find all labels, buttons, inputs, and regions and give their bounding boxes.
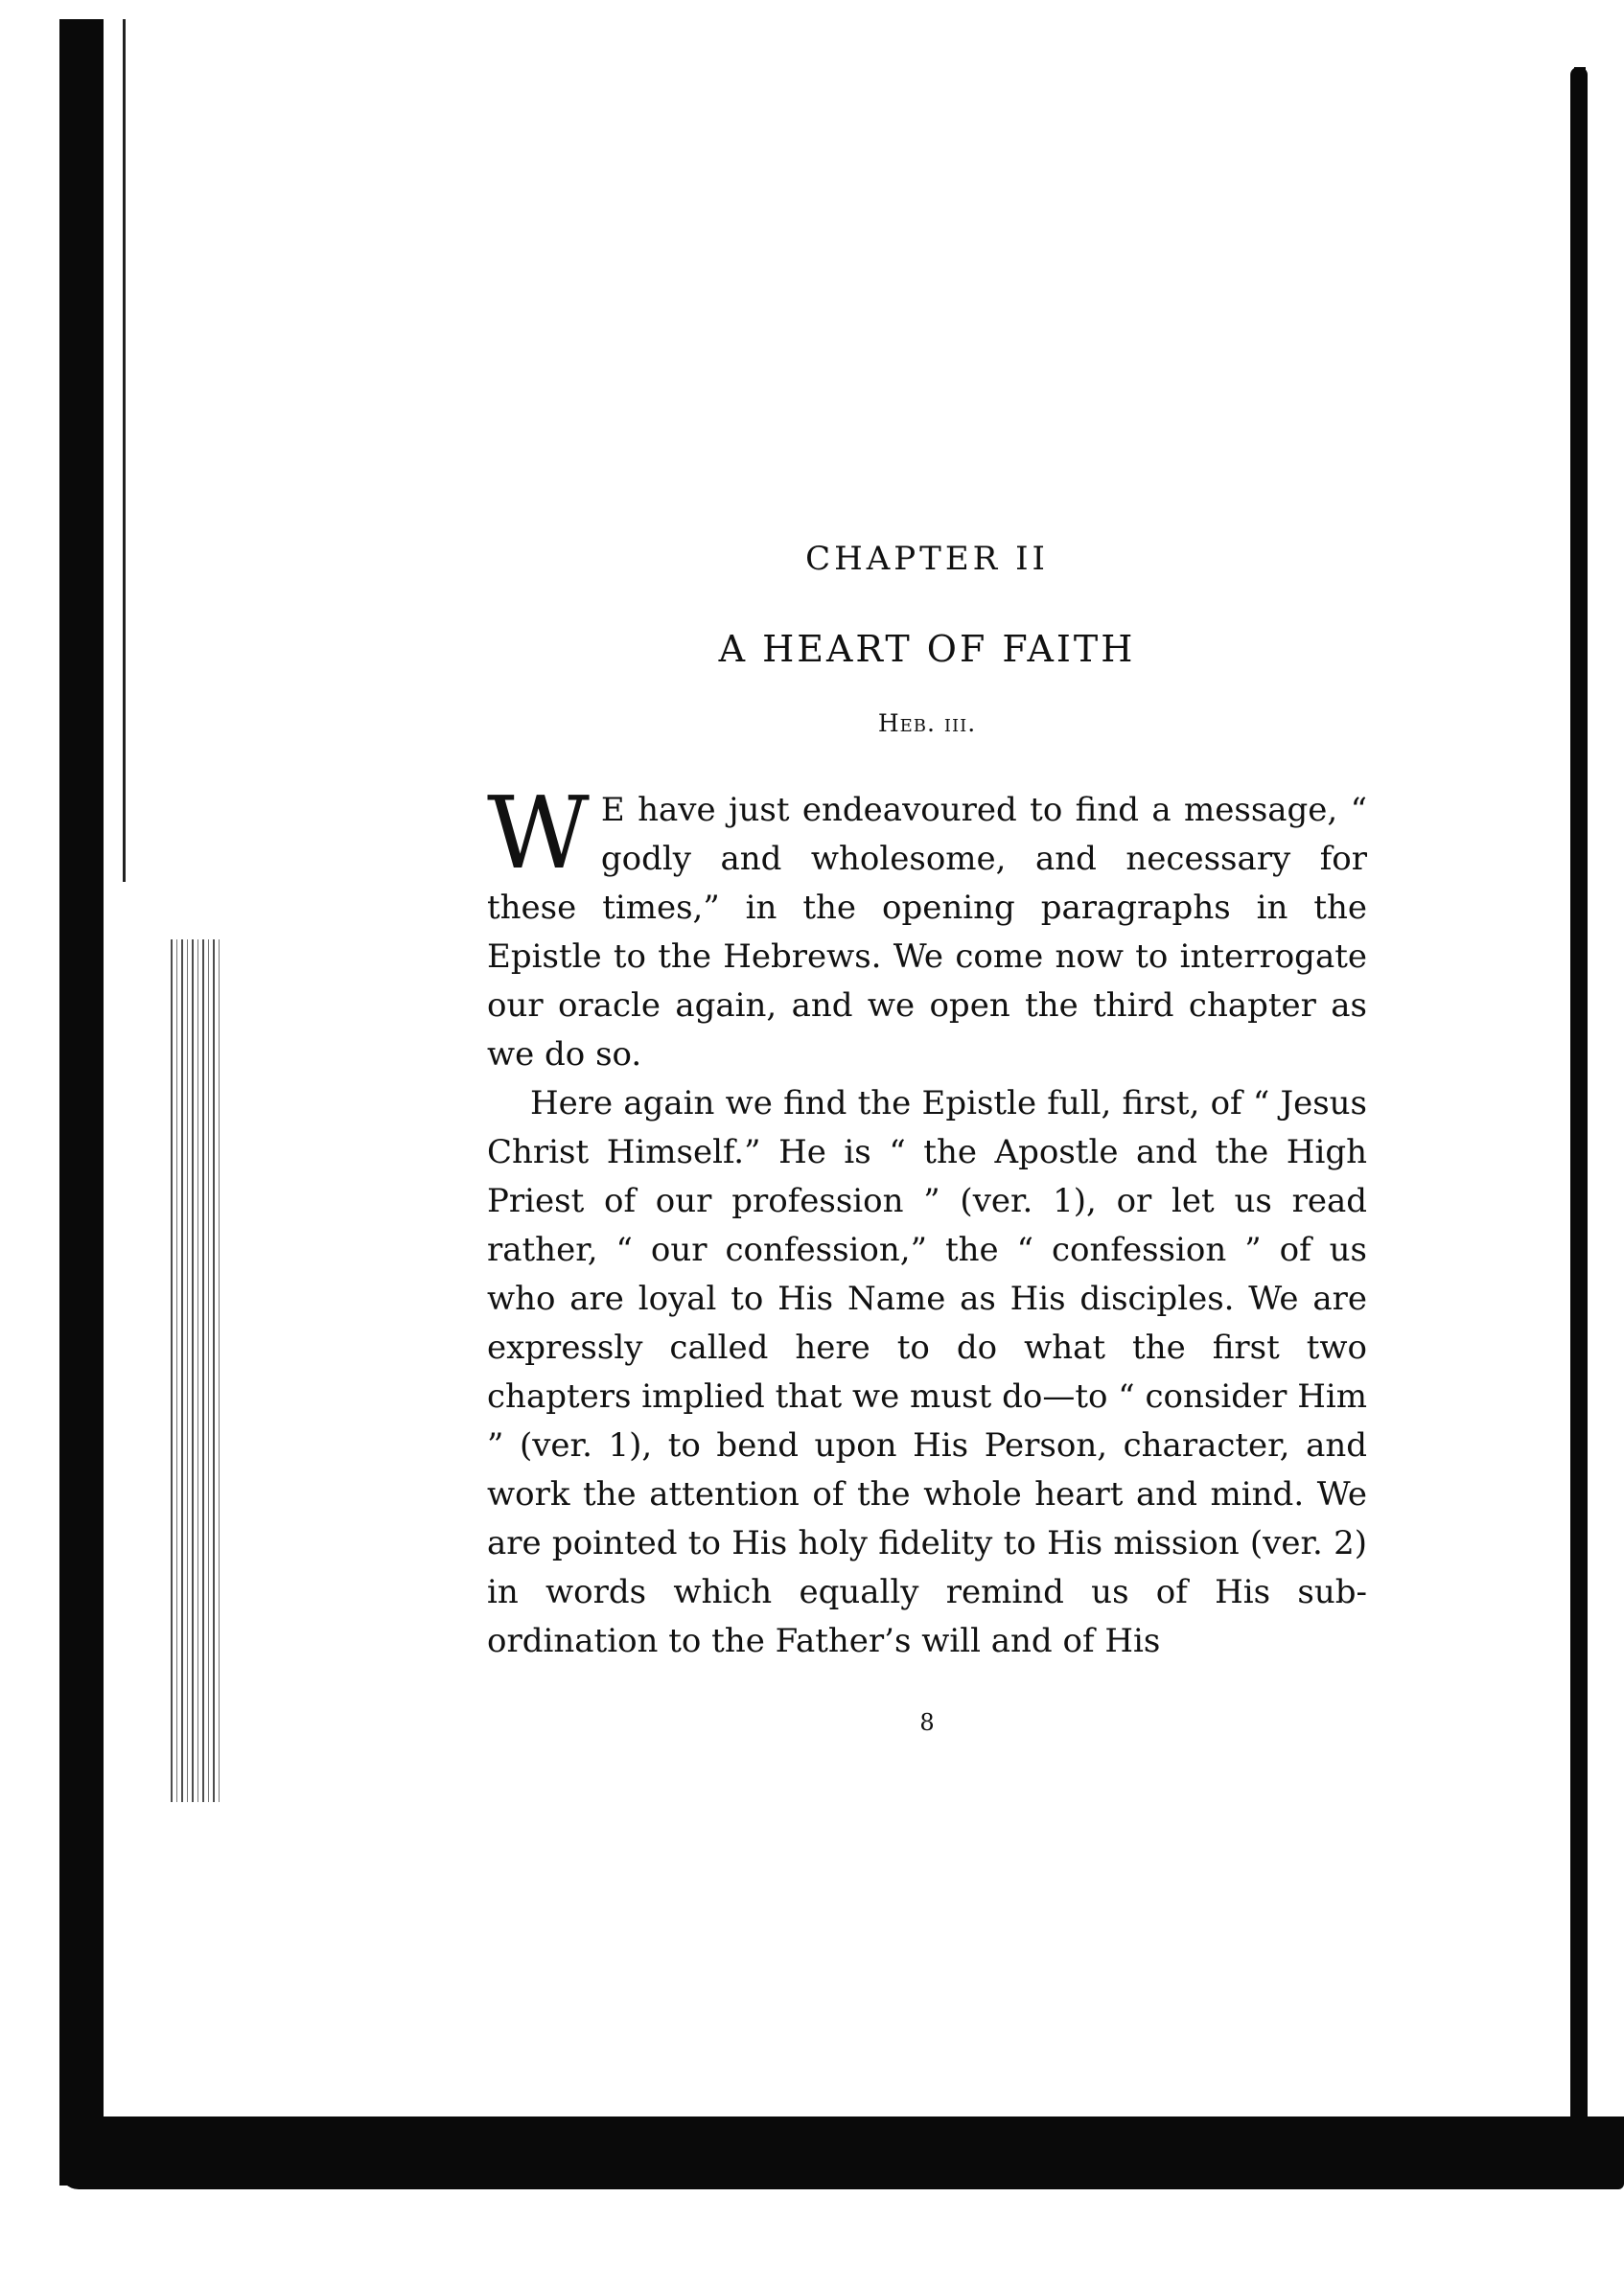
paragraph-1-text: E have just endeavoured to find a message, “ godly and wholesome, and necessary for these times,” in the opening paragraphs in the Epistle to the Hebrews. We come now to interrogate our oracle again, and we open the third chapter as we do so.: [487, 791, 1367, 1074]
page-number: 8: [919, 1709, 935, 1736]
scan-edge-right: [1570, 67, 1588, 2138]
body-text: [487, 775, 1367, 1666]
chapter-label: CHAPTER II: [805, 540, 1049, 578]
scan-gutter-lines: [171, 939, 223, 1802]
scan-edge-left-line: [123, 19, 126, 882]
scripture-reference: Heb. iii.: [877, 709, 977, 737]
scan-edge-bottom: [59, 2117, 1624, 2189]
scan-edge-left: [59, 19, 104, 2186]
paragraph-1: [487, 775, 1367, 1079]
chapter-title: A HEART OF FAITH: [718, 628, 1136, 670]
drop-cap: W: [487, 775, 590, 891]
paragraph-2: Here again we find the Epistle full, first, of “ Jesus Christ Himself.” He is “ the Apostle and the High Priest of our profession ” (ver. 1), or let us read rather, “ our confession,” the “ confession ” of us who are loyal to His Name as His disciples. We are expressly called here to do what the first two chapters implied that we must do—to “ consider Him ” (ver. 1), to bend upon His Person, character, and work the attention of the whole heart and mind. We are pointed to His holy fidelity to His mission (ver. 2) in words which equally remind us of His sub-ordination to the Father’s will and of His: [487, 1084, 1367, 1660]
